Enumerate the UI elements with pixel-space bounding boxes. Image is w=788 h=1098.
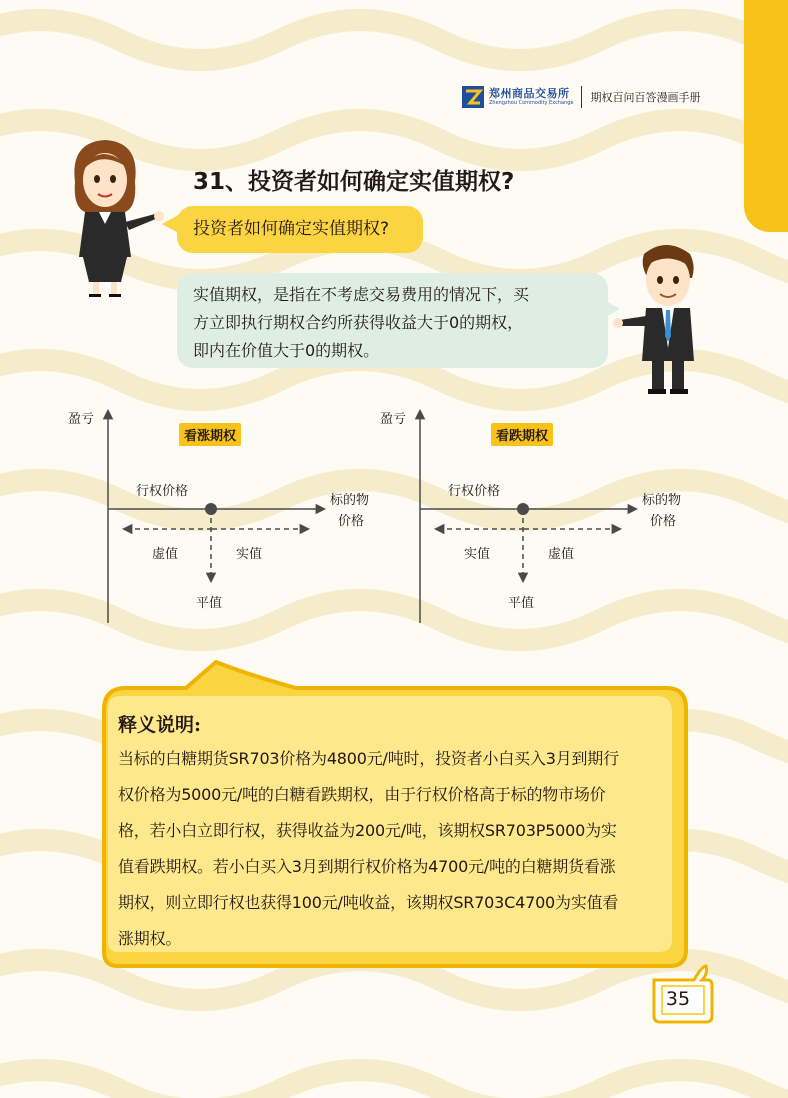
call-option-diagram [62, 403, 422, 628]
explanation-heading: 释义说明: [118, 714, 202, 736]
put-diagram-axes [374, 403, 734, 628]
at-money-label: 平值 [196, 596, 223, 611]
right-zone-label: 虚值 [548, 547, 575, 562]
at-money-label: 平值 [508, 596, 535, 611]
book-title: 期权百问百答漫画手册 [590, 91, 701, 104]
explanation-line: 值看跌期权。若小白买入3月到期行权价格为4700元/吨的白糖期货看涨 [118, 857, 616, 876]
explanation-line: 格，若小白立即行权，获得收益为200元/吨，该期权SR703P5000为实 [118, 821, 617, 840]
exchange-name-en: Zhengzhou Commodity Exchange [489, 100, 574, 106]
explanation-line: 期权，则立即行权也获得100元/吨收益，该期权SR703C4700为实值看 [118, 893, 619, 912]
y-axis-label: 盈亏 [68, 412, 95, 427]
x-axis-label-line2: 价格 [650, 514, 677, 529]
answer-bubble-tail [604, 300, 620, 318]
answer-line: 实值期权，是指在不考虑交易费用的情况下，买 [193, 285, 530, 304]
y-axis-label: 盈亏 [380, 412, 407, 427]
answer-line: 方立即执行期权合约所获得收益大于0的期权， [193, 313, 524, 332]
strike-price-label: 行权价格 [136, 484, 189, 499]
explanation-line: 权价格为5000元/吨的白糖看跌期权，由于行权价格高于标的物市场价 [118, 785, 606, 804]
man-character-illustration [608, 236, 708, 396]
page-header [462, 83, 722, 111]
strike-point [205, 503, 217, 515]
strike-point [517, 503, 529, 515]
put-option-tag: 看跌期权 [491, 423, 553, 446]
explanation-text [118, 741, 678, 957]
exchange-logo-icon [462, 86, 484, 108]
question-bubble: 投资者如何确定实值期权? [177, 206, 423, 253]
exchange-logo-text [489, 88, 573, 106]
chapter-side-tab [744, 0, 788, 232]
answer-line: 即内在价值大于0的期权。 [193, 341, 380, 360]
call-option-tag: 看涨期权 [179, 423, 241, 446]
explanation-line: 涨期权。 [118, 929, 182, 948]
strike-price-label: 行权价格 [448, 484, 501, 499]
answer-bubble [177, 273, 608, 368]
right-zone-label: 实值 [236, 547, 263, 562]
explanation-box [118, 710, 678, 957]
x-axis-label-line2: 价格 [338, 514, 365, 529]
explanation-line: 当标的白糖期货SR703价格为4800元/吨时，投资者小白买入3月到期行 [118, 749, 619, 768]
put-option-diagram [374, 403, 734, 628]
x-axis-label-line1: 标的物 [642, 493, 682, 508]
left-zone-label: 虚值 [152, 547, 179, 562]
left-zone-label: 实值 [464, 547, 491, 562]
header-divider [581, 86, 582, 108]
exchange-name-cn: 郑州商品交易所 [489, 87, 570, 100]
page-title: 31、投资者如何确定实值期权? [193, 169, 515, 195]
x-axis-label-line1: 标的物 [330, 493, 370, 508]
call-diagram-axes [62, 403, 422, 628]
woman-character-illustration [55, 132, 170, 297]
page-number: 35 [665, 988, 691, 1010]
